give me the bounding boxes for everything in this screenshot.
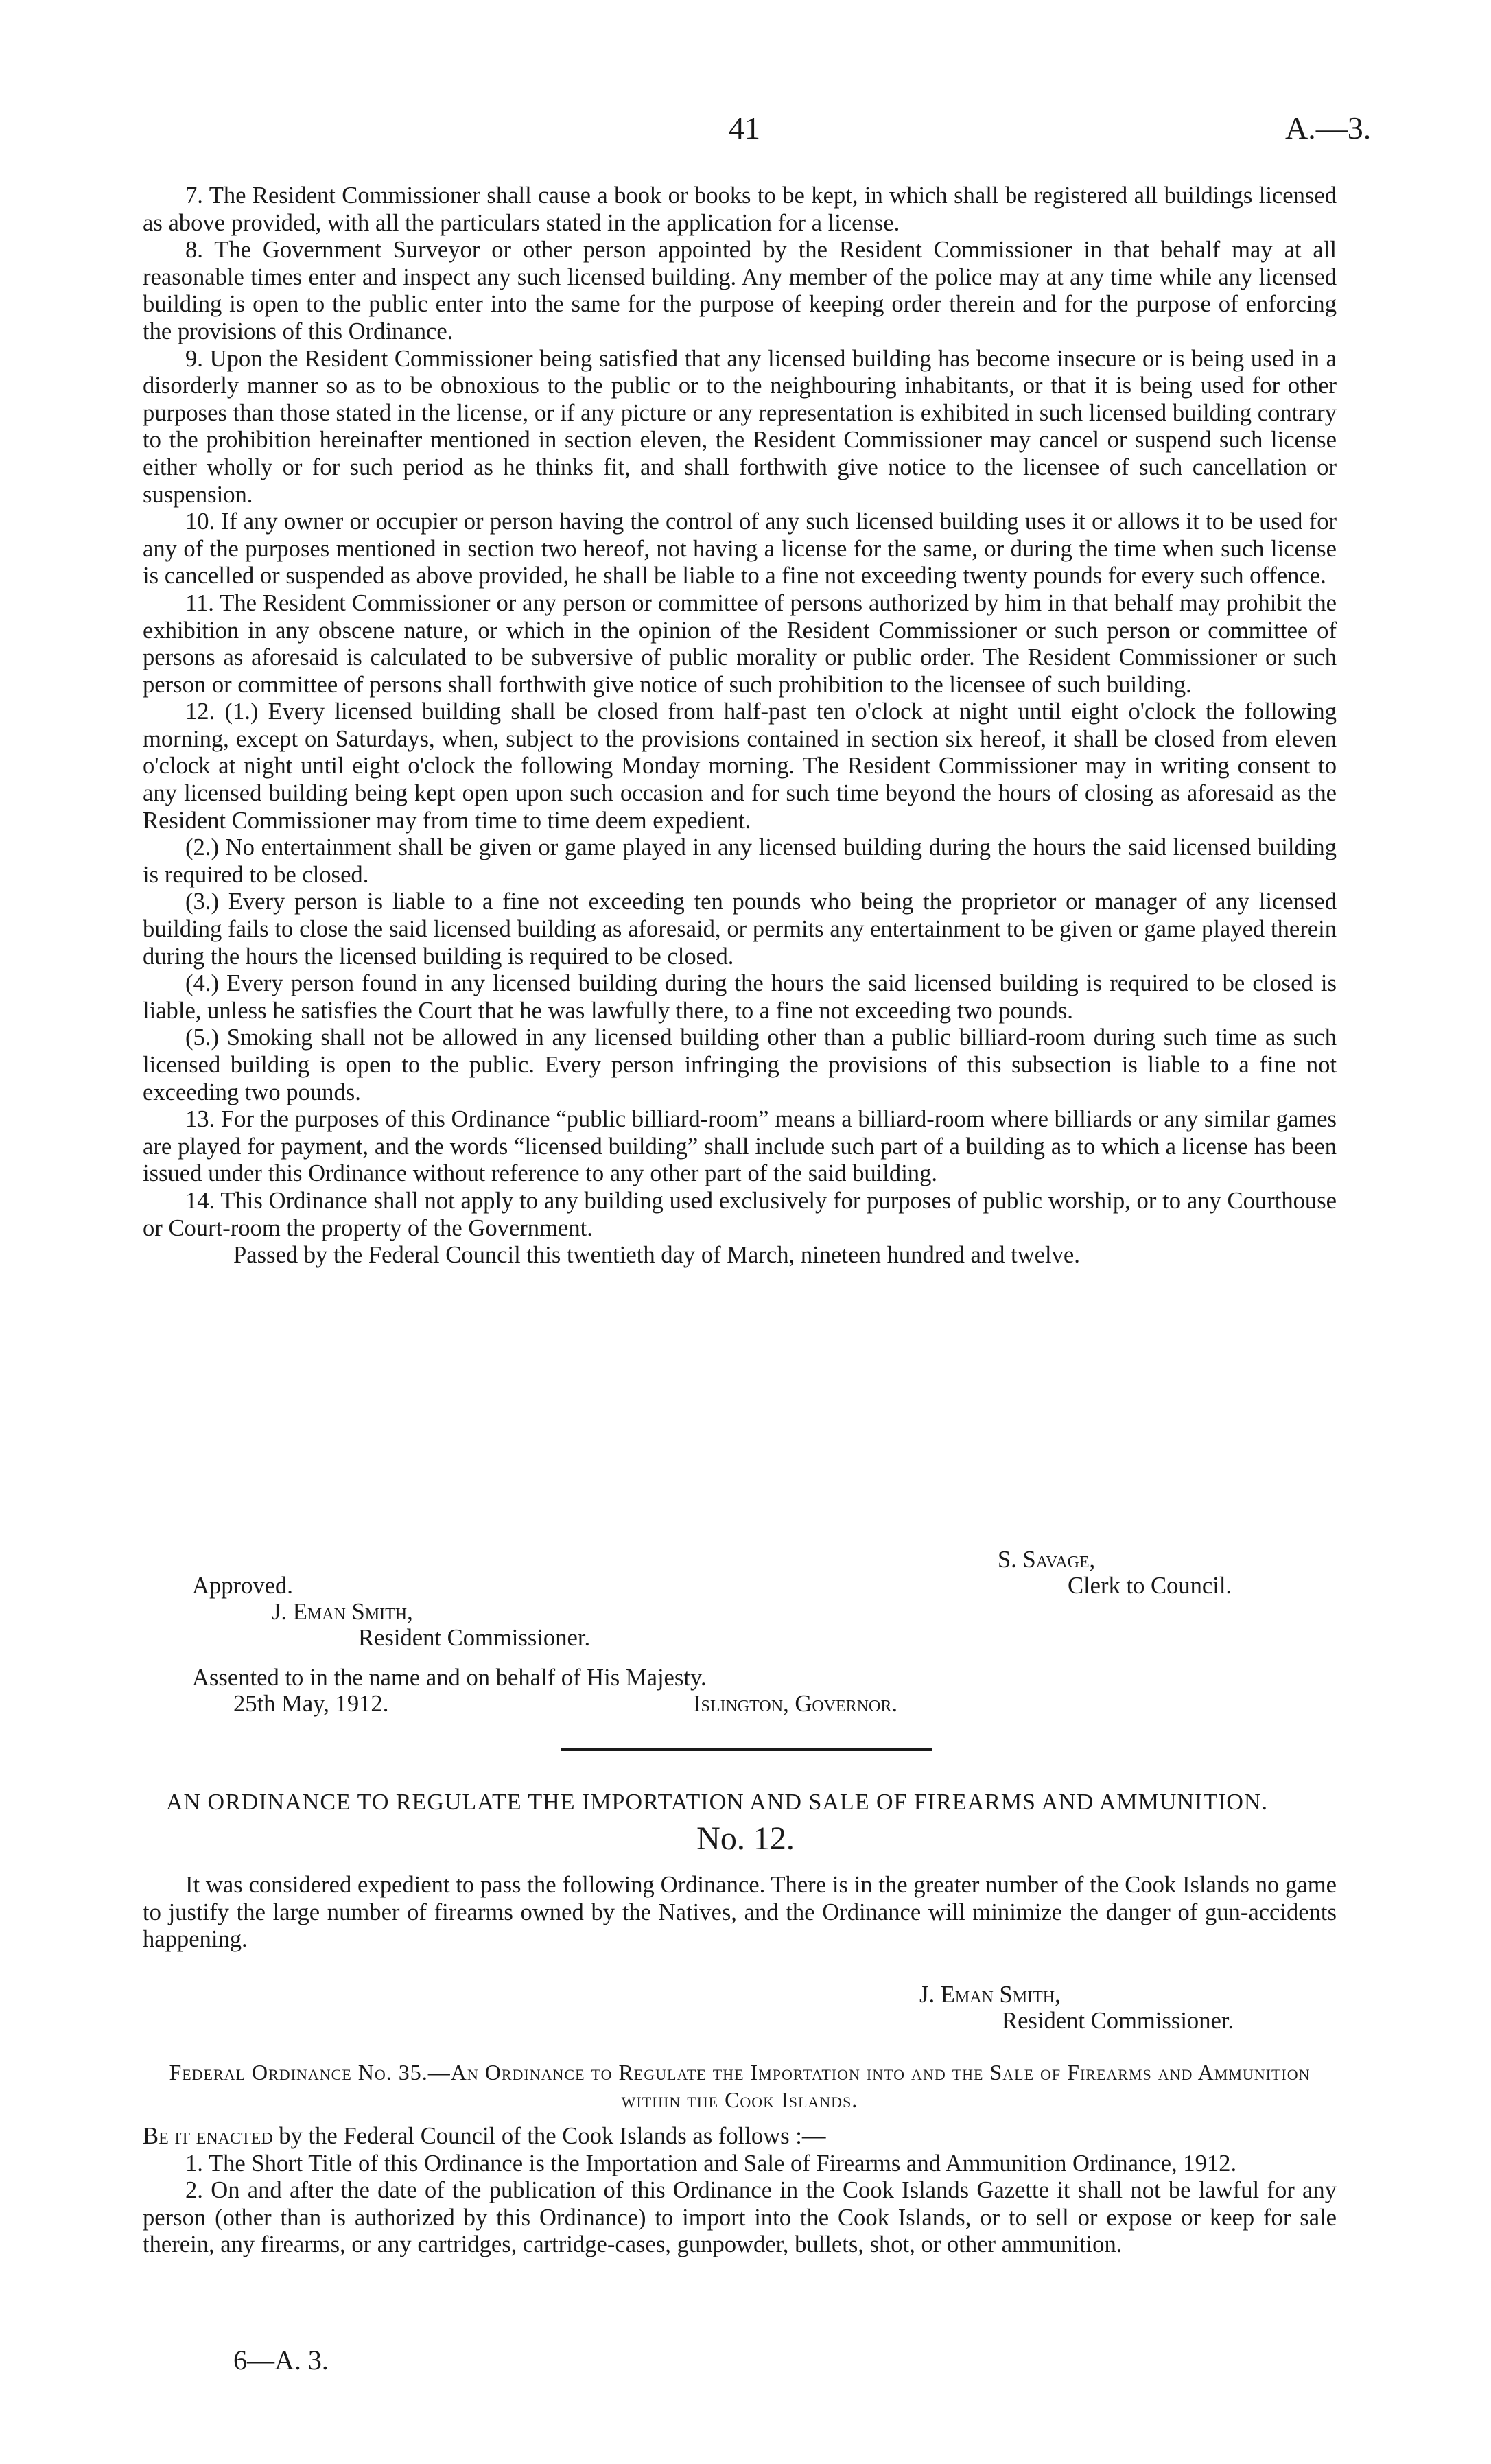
page-footer: 6—A. 3.: [233, 2345, 329, 2375]
section-12-3: (3.) Every person is liable to a fine not exceeding ten pounds who being the proprietor or manager of any licensed building fails to close the said licensed building as aforesaid, or permits any entertainment to be given or game played therein during the hours the licensed building is required to be closed.: [143, 889, 1337, 970]
federal-ordinance-title: Federal Ordinance No. 35.—An Ordinance to Regulate the Importation into and the Sale of Firearms and Ammunition within the Cook Islands.: [169, 2060, 1311, 2112]
ordinance-sections: [143, 183, 1337, 1269]
section-12-1: 12. (1.) Every licensed building shall be closed from half-past ten o'clock at night until eight o'clock the following morning, except on Saturdays, when, subject to the provisions contained in section six hereof, it shall be closed from eleven o'clock at night until eight o'clock the following Monday morning. The Resident Commissioner may in writing consent to any licensed building being kept open upon such occasion and for such time beyond the hours of closing as aforesaid as the Resident Commissioner may from time to time deem expedient.: [143, 699, 1337, 834]
enacted-prefix: Be it enacted: [143, 2123, 273, 2149]
section-12-5: (5.) Smoking shall not be allowed in any licensed building other than a public billiard-room during such time as such licensed building is open to the public. Every person infringing the provisions of this subsection is liable to a fine not exceeding two pounds.: [143, 1024, 1337, 1105]
section-12-2: (2.) No entertainment shall be given or game played in any licensed building during the hours the said licensed building is required to be closed.: [143, 834, 1337, 888]
firearms-sections: [143, 2123, 1337, 2259]
section-9: 9. Upon the Resident Commissioner being satisfied that any licensed building has become insecure or is being used in a disorderly manner so as to be obnoxious to the public or to the neighbouring inhabitants, or that it is being used for other purposes than those stated in the license, or if any picture or any representation is exhibited in such licensed building contrary to the prohibition hereinafter mentioned in section eleven, the Resident Commissioner may cancel or suspend such license either wholly or for such period as he thinks fit, and shall forthwith give notice to the licensee of such cancellation or suspension.: [143, 345, 1337, 508]
section-12-4: (4.) Every person found in any licensed building during the hours the said licensed building is required to be closed is liable, unless he satisfies the Court that he was lawfully there, to a fine not exceeding two pounds.: [143, 970, 1337, 1024]
ordinance-title: AN ORDINANCE TO REGULATE THE IMPORTATION AND SALE OF FIREARMS AND AMMUNITION.: [165, 1790, 1269, 1815]
enacted-clause: [143, 2123, 1337, 2150]
section-13: 13. For the purposes of this Ordinance “public billiard-room” means a billiard-room where billiards or any similar games are played for payment, and the words “licensed building” shall include such part of a building as to which a license has been issued under this Ordinance without reference to any other part of the said building.: [143, 1106, 1337, 1187]
approved-label: Approved.: [192, 1573, 293, 1599]
section-14: 14. This Ordinance shall not apply to any building used exclusively for purposes of public worship, or to any Courthouse or Court-room the property of the Government.: [143, 1187, 1337, 1241]
section-divider: [561, 1748, 932, 1751]
section-7: 7. The Resident Commissioner shall cause a book or books to be kept, in which shall be registered all buildings licensed as above provided, with all the particulars stated in the application for a license.: [143, 183, 1337, 236]
assent-governor: Islington, Governor.: [693, 1691, 897, 1717]
clerk-name: S. Savage,: [998, 1547, 1096, 1573]
firearms-section-2: 2. On and after the date of the publication of this Ordinance in the Cook Islands Gazette it shall not be lawful for any person (other than is authorized by this Ordinance) to import into the Cook Islands, or to sell or expose or keep for sale therein, any firearms, or any cartridges, cartridge-cases, gunpowder, bullets, shot, or other ammunition.: [143, 2177, 1337, 2258]
assent-date: 25th May, 1912.: [233, 1691, 389, 1717]
resident-title: Resident Commissioner.: [358, 1625, 591, 1651]
section-8: 8. The Government Surveyor or other person appointed by the Resident Commissioner in that behalf may at all reasonable times enter and inspect any such licensed building. Any member of the police may at any time while any licensed building is open to the public enter into the same for the purpose of keeping order therein and for the purpose of enforcing the provisions of this Ordinance.: [143, 237, 1337, 344]
assent-statement: Assented to in the name and on behalf of His Majesty.: [192, 1665, 707, 1691]
enacted-rest: by the Federal Council of the Cook Islands as follows :—: [272, 2123, 826, 2149]
intro-paragraph: It was considered expedient to pass the following Ordinance. There is in the greater number of the Cook Islands no game to justify the large number of firearms owned by the Natives, and the Ordinance will minimize the danger of gun-accidents happening.: [143, 1872, 1337, 1953]
intro-block: [143, 1872, 1337, 1953]
clerk-title: Clerk to Council.: [1068, 1573, 1232, 1599]
resident-title-2: Resident Commissioner.: [1002, 2008, 1234, 2034]
resident-name: J. Eman Smith,: [272, 1599, 413, 1625]
section-11: 11. The Resident Commissioner or any person or committee of persons authorized by him in that behalf may prohibit the exhibition in any obscene nature, or which in the opinion of the Resident Commissioner or such person or committee of persons as aforesaid is calculated to be subversive of public morality or public order. The Resident Commissioner or such person or committee of persons shall forthwith give notice of such prohibition to the licensee of such building.: [143, 589, 1337, 698]
firearms-section-1: 1. The Short Title of this Ordinance is the Importation and Sale of Firearms and Ammunition Ordinance, 1912.: [185, 2150, 1237, 2176]
page-number: 41: [729, 110, 760, 145]
passed-statement: Passed by the Federal Council this twentieth day of March, nineteen hundred and twelve.: [233, 1242, 1080, 1269]
ordinance-number: No. 12.: [696, 1820, 795, 1857]
document-reference: A.—3.: [1285, 110, 1372, 145]
section-10: 10. If any owner or occupier or person having the control of any such licensed building uses it or allows it to be used for any of the purposes mentioned in section two hereof, not having a license for the same, or during the time when such license is cancelled or suspended as above provided, he shall be liable to a fine not exceeding twenty pounds for every such offence.: [143, 508, 1337, 589]
resident-name-2: J. Eman Smith,: [919, 1982, 1061, 2008]
